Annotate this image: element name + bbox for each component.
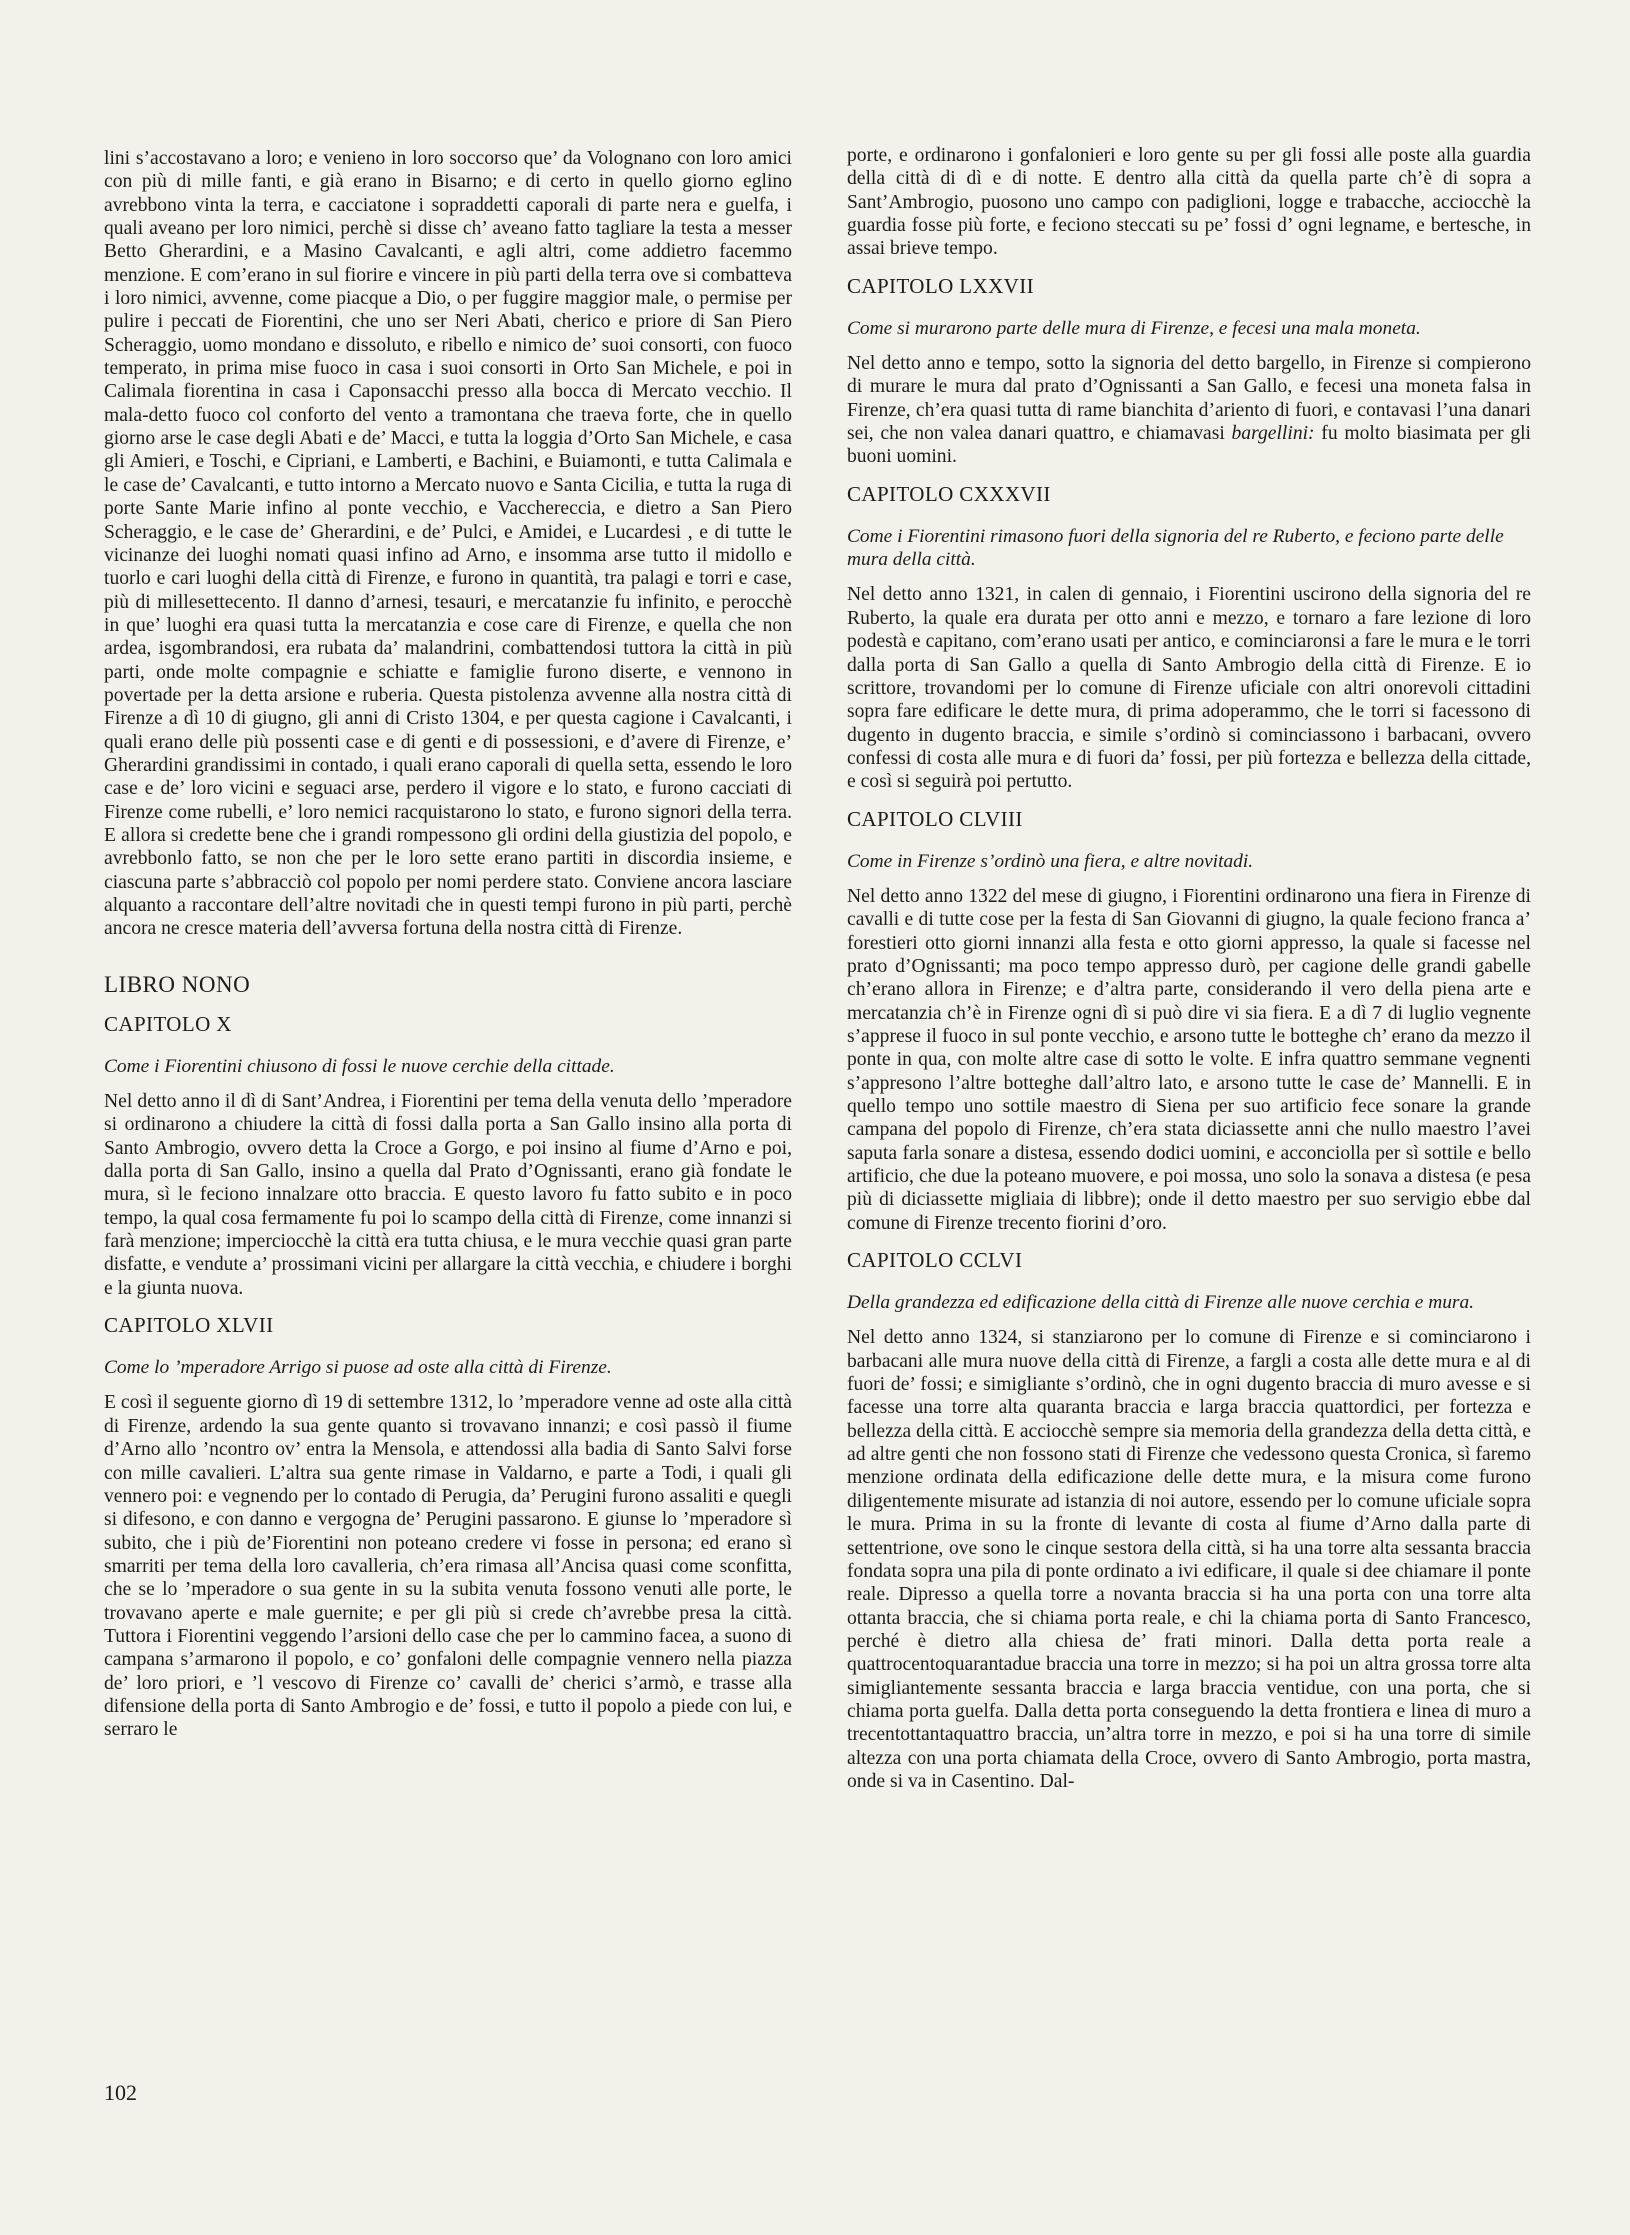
chapter-text-part: fu molto biasimata per gli buoni uomini. <box>847 423 1532 468</box>
chapter-title: CAPITOLO CCLVI <box>847 1248 1023 1273</box>
body-paragraph: porte, e ordinarono i gonfalonieri e loro gente su per gli fossi alle poste alla guardia della città di dì e di notte. E dentro alla città da quella parte ch’è di sopra a Sant’Ambrogio, puosono uno campo con padiglioni, logge e trabacche, acciocchè la guardia fosse più forte, e feciono steccati su pe’ fossi d’ ogni legname, e bertesche, in assai brieve tempo. <box>847 145 1531 260</box>
chapter-text <box>847 352 1531 469</box>
chapter-text: Nel detto anno 1322 del mese di giugno, i Fiorentini ordinarono una fiera in Firenze di cavalli e di tutte cose per la festa di San Giovanni di giugno, la quale feciono franca a’ forestieri otto giorni innanzi alla festa e otto giorni appresso, la quale si facesse nel prato d’Ognissanti; ma poco tempo appresso durò, per cagione delle grandi gabelle ch’erano allora in Firenze; e d’altra parte, considerando il vero della piena arte e mercatanzia ch’è in Firenze ogni dì si può dire vi sia fiera. E a dì 7 di luglio vegnente s’apprese il fuoco in sul ponte vecchio, e arsono tutte le botteghe ch’ erano da mezzo il ponte in qua, con molte altre case di sotto le volte. E infra quattro semmane vegnenti s’appresono l’altre botteghe dall’altro lato, e arsono tutte le case de’ Mannelli. E in quello tempo uno sottile maestro di Siena per suo artificio fece sonare la grande campana del popolo di Firenze, ch’era stata diciassette anni che nullo maestro l’avei saputa farla sonare a distesa, essendo dodici uomini, e acconciolla per sì sottile e bello artificio, che due la poteano muovere, e poi mossa, uno solo la sonava a distesa (e pesa più di diciassette migliaia di libbre); onde il detto maestro per suo servigio ebbe dal comune di Firenze trecento fiorini d’oro. <box>847 885 1531 1234</box>
left-column <box>104 147 792 1742</box>
chapter-rubric: Come in Firenze s’ordinò una fiera, e altre novitadi. <box>847 850 1254 872</box>
chapter-rubric: Come si murarono parte delle mura di Firenze, e fecesi una mala moneta. <box>847 317 1421 339</box>
chapter-text: Nel detto anno 1321, in calen di gennaio, i Fiorentini uscirono della signoria del re Ruberto, la quale era durata per otto anni e mezzo, e tornaro a fare lezione di loro podestà e capitano, com’erano usati per antico, e cominciaronsi a fare le mura e le torri dalla porta di San Gallo a quella di Santo Ambrogio della città di Firenze. E io scrittore, trovandomi per lo comune di Firenze uficiale con altri onorevoli cittadini sopra fare edificare le dette mura, di prima adoperammo, che le torri si facessono di dugento in dugento braccia, e simile s’ordinò si cominciassono i barbacani, ovvero confessi di costa alle mura e di fuori da’ fossi, per più fortezza e bellezza della cittade, e così si seguirà poi pertutto. <box>847 584 1531 793</box>
book-title: LIBRO NONO <box>104 971 251 997</box>
chapter-text: Nel detto anno 1324, si stanziarono per lo comune di Firenze e si cominciarono i barbacani alle mura nuove della città di Firenze, a fargli a costa alle dette mura e al di fuori de’ fossi; e simigliante s’ordinò, che in ogni dugento braccia di muro avesse e si facesse una torre alta quaranta braccia e larga braccia quattordici, per fortezza e bellezza della città. E acciocchè sempre sia memoria della grandezza della detta città, e ad altre genti che non fossono stati di Firenze che vedessono questa Cronica, sì faremo menzione ordinata della edificazione delle dette mura, e la misura come furono diligentemente misurate ad istanzia di noi autore, essendo per lo comune uficiale sopra le mura. Prima in su la fronte di levante di costa al fiume d’Arno dalla parte di settentrione, ove sono le cinque sestora della città, si ha una torre alta sessanta braccia fondata sopra una pila di ponte ordinato a ivi edificare, il quale si dee chiamare il ponte reale. Dipresso a quella torre a novanta braccia si ha una porta con una torre alta ottanta braccia, che si chiama porta reale, e chi la chiama porta di Santo Francesco, perché è dietro alla chiesa de’ frati minori. Dalla detta porta reale a quattrocentoquarantadue braccia una torre in mezzo; si ha poi un altra grossa torre alta simigliantemente sessanta braccia e larga braccia ventidue, con una porta, che si chiama porta guelfa. Dalla detta porta conseguendo la detta frontiera e linea di muro a trecentottantaquattro braccia, un’altra torre in mezzo, e poi si ha una torre di simile altezza con una porta chiamata della Croce, ovvero di Santo Ambrogio, porta mastra, onde si va in Casentino. Dal- <box>847 1327 1531 1792</box>
chapter-text: Nel detto anno il dì di Sant’Andrea, i Fiorentini per tema della venuta dello ’mperadore si ordinarono a chiudere la città di fossi dalla porta a San Gallo insino alla porta di Santo Ambrogio, ovvero detta la Croce a Gorgo, e poi insino al fiume d’Arno e poi, dalla porta di San Gallo, insino a quella dal Prato d’Ognissanti, erano già fondate le mura, sì le feciono innalzare otto braccia. E questo lavoro fu fatto subito e in poco tempo, la qual cosa fermamente fu poi lo scampo della città di Firenze, come innanzi si farà menzione; imperciocchè la città era tutta chiusa, e le mura vecchie quasi gran parte disfatte, e vendute a’ prossimani vicini per allargare la città vecchia, e chiudere i borghi e la giunta nuova. <box>104 1091 792 1299</box>
chapter-rubric: Come i Fiorentini chiusono di fossi le nuove cerchie della cittade. <box>104 1055 615 1077</box>
body-paragraph: lini s’accostavano a loro; e venieno in loro soccorso que’ da Volognano con loro amici con più di mille fanti, e già erano in Bisarno; e di certo in quello giorno eglino avrebbono vinta la terra, e cacciatone i sopraddetti caporali di parte nera e guelfa, i quali aveano per loro nimici, perchè si disse ch’ aveano fatto tagliare la testa a messer Betto Gherardini, e a Masino Cavalcanti, e agli altri, come addietro facemmo menzione. E com’erano in sul fiorire e vincere in più parti della terra ove si combatteva i loro nimici, avvenne, come piacque a Dio, o per fuggire maggior male, o permise per pulire i peccati de Fiorentini, che uno ser Neri Abati, cherico e priore di San Piero Scheraggio, uomo mondano e dissoluto, e ribello e nimico de’ suoi consorti, con fuoco temperato, in prima mise fuoco in casa i suoi consorti in Orto San Michele, e poi in Calimala fiorentina in casa i Caponsacchi presso alla bocca di Mercato vecchio. Il mala-detto fuoco col conforto del vento a tramontana che traeva forte, che in quello giorno arse le case degli Abati e de’ Macci, e tutta la loggia d’Orto San Michele, e casa gli Amieri, e Toschi, e Cipriani, e Lamberti, e Bachini, e Buiamonti, e tutta Calimala e le case de’ Cavalcanti, e tutto intorno a Mercato nuovo e Santa Cicilia, e tutta la ruga di porte Sante Marie infino al ponte vecchio, e Vacchereccia, e dietro a San Piero Scheraggio, e le case de’ Gherardini, e de’ Pulci, e Amidei, e Lucardesi , e di tutte le vicinanze dei luoghi nomati quasi infino ad Arno, e insomma arse tutto il midollo e tuorlo e cari luoghi della città di Firenze, e furono in quantità, tra palagi e torri e case, più di millesettecento. Il danno d’arnesi, tesauri, e mercatanzie fu infinito, e perocchè in que’ luoghi era quasi tutta la mercatanzia e cose care di Firenze, e quella che non ardea, isgombrandosi, era rubata da’ malandrini, combattendosi tuttora la città in più parti, onde molte compagnie e schiatte e famiglie furono diserte, e vennono in povertade per la detta arsione e ruberia. Questa pistolenza avvenne alla nostra città di Firenze a dì 10 di giugno, gli anni di Cristo 1304, e per questa cagione i Cavalcanti, i quali erano delle più possenti case e di genti e di possessioni, e d’avere di Firenze, e’ Gherardini grandissimi in contado, i quali erano caporali di quella setta, essendo le loro case e de’ loro vicini e seguaci arse, perdero il vigore e lo stato, e furono cacciati di Firenze come rubelli, e’ loro nemici racquistarono lo stato, e furono signori della terra. E allora si credette bene che i grandi rompessono gli ordini della giustizia del popolo, e avrebbonlo fatto, se non che per le loro sette erano partiti in discordia insieme, e ciascuna parte s’abbracciò col popolo per nomi perdere stato. Conviene ancora lasciare alquanto a raccontare dell’altre novitadi che in questi tempi furono in più parti, perchè ancora ne cresce materia dell’avversa fortuna della nostra città di Firenze. <box>104 148 792 940</box>
right-column <box>847 144 1531 1793</box>
chapter-text-part: Nel detto anno e tempo, sotto la signoria del detto bargello, in Firenze si compierono di murare le mura dal prato d’Ognissanti a San Gallo, e fecesi una moneta falsa in Firenze, ch’era quasi tutta di rame bianchita d’ariento di fuori, e contavasi l’una danari sei, che non valea danari quattro, e chiamavasi <box>847 353 1531 445</box>
chapter-rubric: Come i Fiorentini rimasono fuori della signoria del re Ruberto, e feciono parte delle mura della città. <box>847 525 1504 571</box>
page-number: 102 <box>104 2080 137 2105</box>
chapter-title: CAPITOLO LXXVII <box>847 273 1035 298</box>
chapter-rubric: Della grandezza ed edificazione della città di Firenze alle nuove cerchia e mura. <box>847 1292 1474 1314</box>
coin-name: bargellini: <box>1231 423 1315 445</box>
chapter-title: CAPITOLO X <box>104 1011 232 1036</box>
chapter-rubric: Come lo ’mperadore Arrigo si puose ad oste alla città di Firenze. <box>104 1357 612 1379</box>
chapter-title: CAPITOLO CXXXVII <box>847 481 1051 506</box>
chapter-title: CAPITOLO CLVIII <box>847 806 1023 831</box>
chapter-title: CAPITOLO XLVII <box>104 1313 274 1338</box>
chapter-text: E così il seguente giorno dì 19 di settembre 1312, lo ’mperadore venne ad oste alla città di Firenze, ardendo la sua gente quanto si trovavano innanzi; e così passò il fiume d’Arno allo ’ncontro ov’ entra la Mensola, e attendossi alla badia di Santo Salvi forse con mille cavalieri. L’altra sua gente rimase in Valdarno, e parte a Todi, i quali gli vennero poi: e vegnendo per lo contado di Perugia, da’ Perugini furono assaliti e quegli si difesono, e con danno e vergogna de’ Perugini passarono. E giunse lo ’mperadore sì subito, che i più de’Fiorentini non poteano credere vi fosse in persona; ed erano sì smarriti per tema della loro cavalleria, ch’era rimasa all’Ancisa quasi come sconfitta, che se lo ’mperadore o sua gente in su la subita venuta fossono venuti alle porte, le trovavano aperte e male guernite; e per gli più si crede ch’avrebbe presa la città. Tuttora i Fiorentini veggendo l’arsioni dello case che per lo cammino facea, a suono di campana s’armarono il popolo, e co’ gonfaloni delle compagnie vennero nella piazza de’ loro priori, e ’l vescovo di Firenze co’ cavalli de’ cherici s’armò, e trasse alla difensione della porta di Santo Ambrogio e de’ fossi, e tutto il popolo a piede con lui, e serraro le <box>104 1392 792 1741</box>
